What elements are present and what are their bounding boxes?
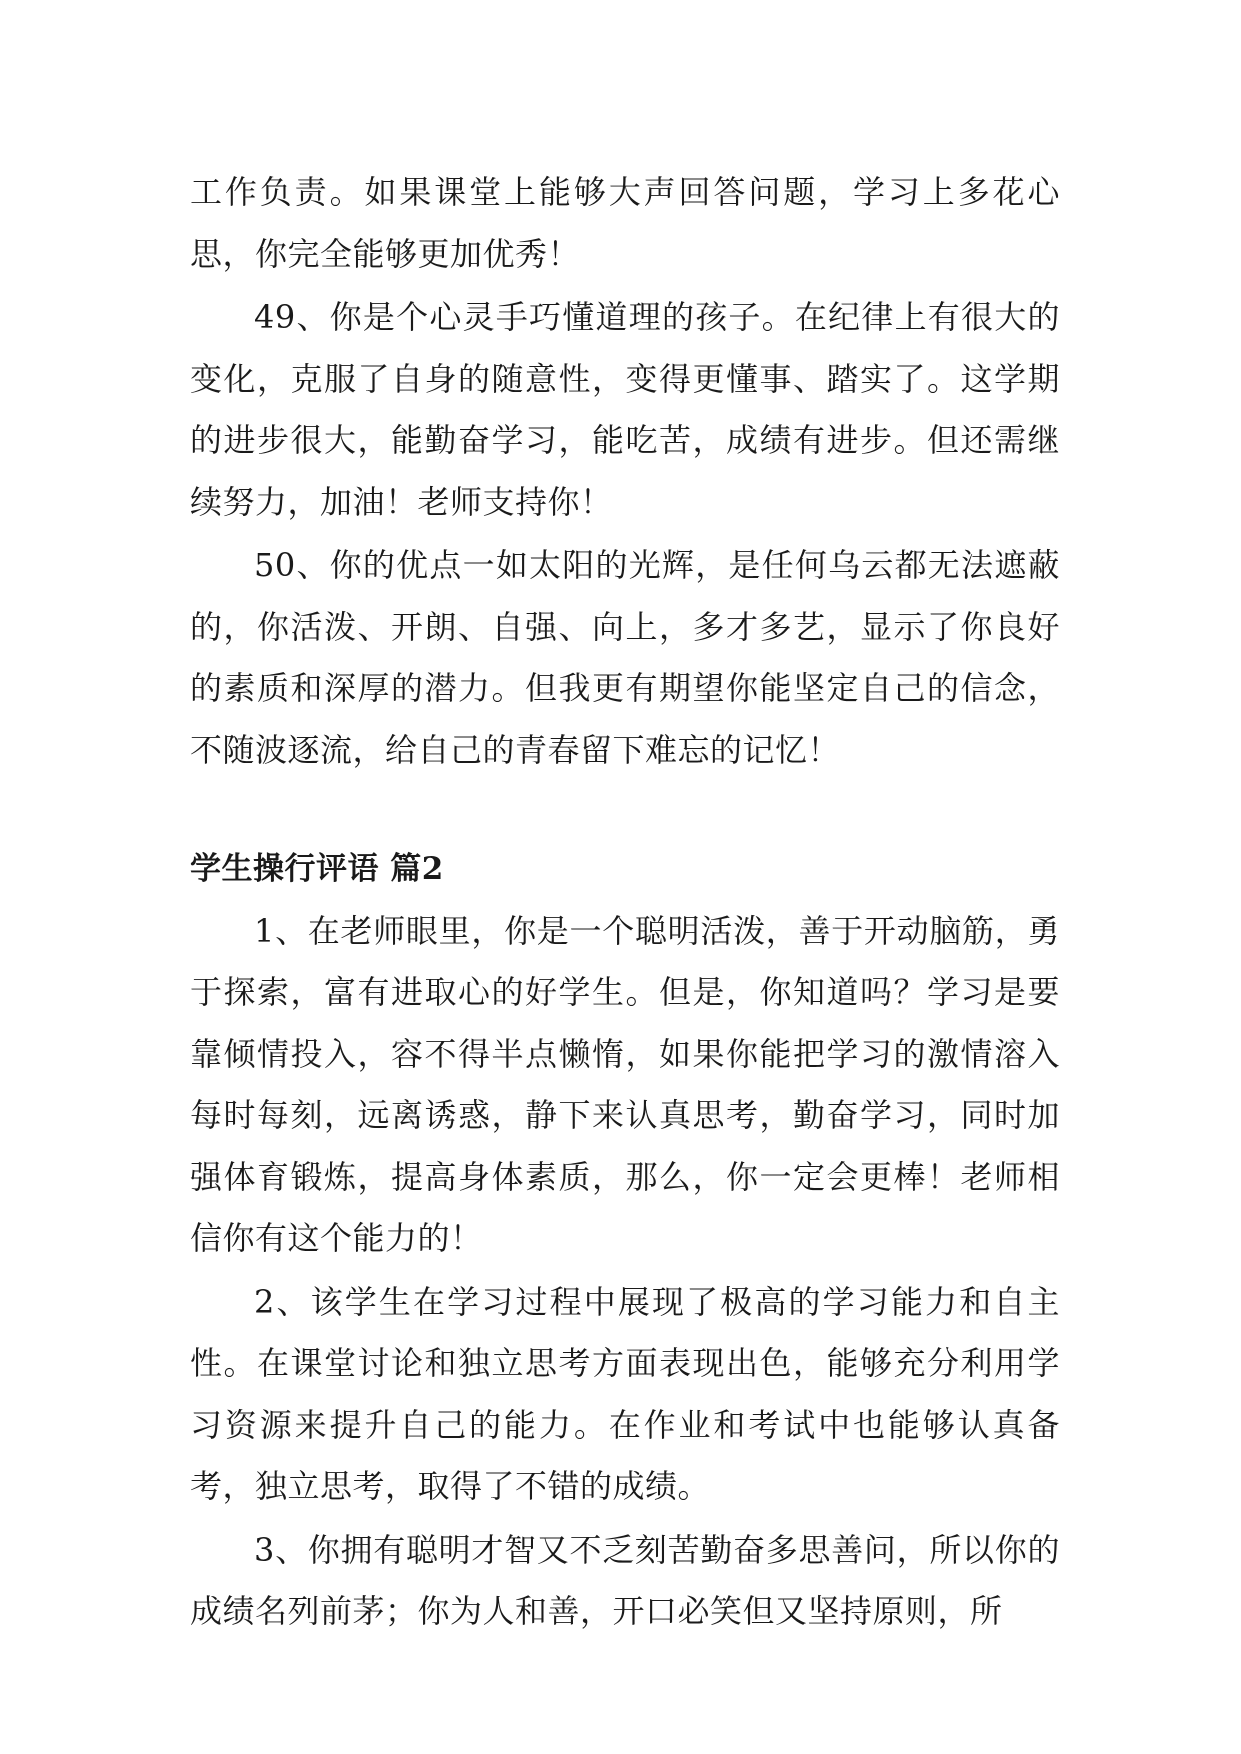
section-title: 学生操行评语 篇2 — [190, 851, 444, 887]
paragraph-3: 3、你拥有聪明才智又不乏刻苦勤奋多思善问，所以你的成绩名列前茅；你为人和善，开口必笑但又坚持原则，所 — [190, 1530, 1060, 1630]
paragraph-2: 2、该学生在学习过程中展现了极高的学习能力和自主性。在课堂讨论和独立思考方面表现出色，能够充分利用学习资源来提升自己的能力。在作业和考试中也能够认真备考，独立思考，取得了不错的成绩。 — [190, 1282, 1060, 1505]
paragraph-1: 1、在老师眼里，你是一个聪明活泼，善于开动脑筋，勇于探索，富有进取心的好学生。但是，你知道吗？学习是要靠倾情投入，容不得半点懒惰，如果你能把学习的激情溶入每时每刻，远离诱惑，静下来认真思考，勤奋学习，同时加强体育锻炼，提高身体素质，那么，你一定会更棒！老师相信你有这个能力的！ — [190, 911, 1060, 1257]
document-body — [190, 162, 1060, 1643]
paragraph-50: 50、你的优点一如太阳的光辉，是任何乌云都无法遮蔽的，你活泼、开朗、自强、向上，多才多艺，显示了你良好的素质和深厚的潜力。但我更有期望你能坚定自己的信念，不随波逐流，给自己的青春留下难忘的记忆！ — [190, 546, 1060, 769]
paragraph-continued: 工作负责。如果课堂上能够大声回答问题，学习上多花心思，你完全能够更加优秀！ — [190, 173, 1060, 273]
paragraph-49: 49、你是个心灵手巧懂道理的孩子。在纪律上有很大的变化，克服了自身的随意性，变得更懂事、踏实了。这学期的进步很大，能勤奋学习，能吃苦，成绩有进步。但还需继续努力，加油！老师支持你！ — [190, 298, 1060, 521]
